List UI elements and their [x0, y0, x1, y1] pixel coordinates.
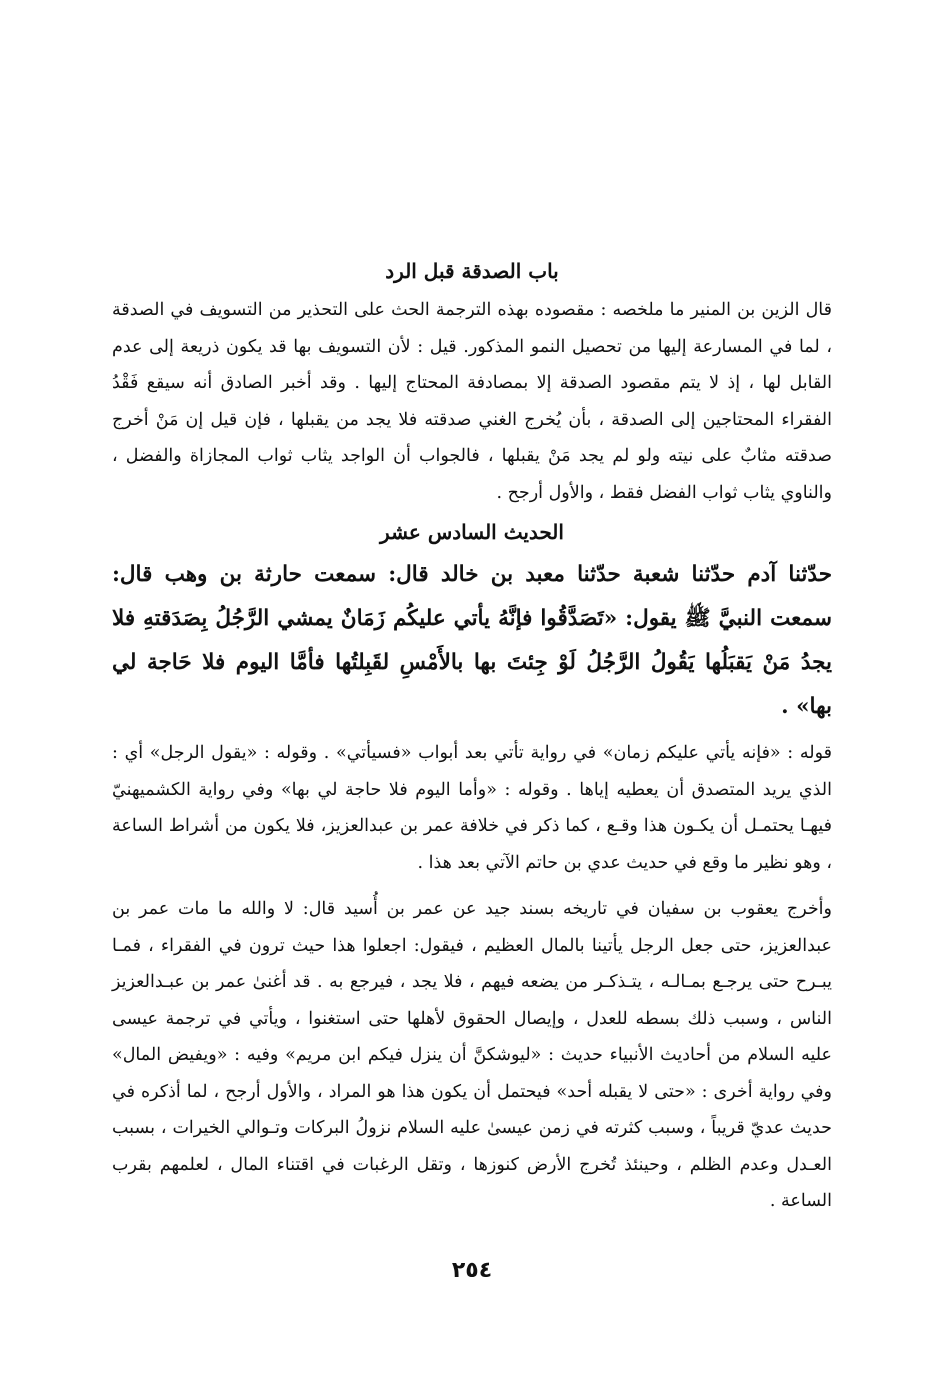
- hadith-title: الحديث السادس عشر: [380, 520, 564, 544]
- commentary-paragraph-2: قوله : «فإنه يأتي عليكم زمان» في رواية تأتي بعد أبواب «فسيأتي» . وقوله : «يقول الرجل» أي : الذي يريد المتصدق أن يعطيه إياها . وقوله : «وأما اليوم فلا حاجة لي بها» وفي رواية الكشميهنيّ فيهـا يحتمـل أن يكـون هذا وقـع ، كما ذكر في خلافة عمر بن عبدالعزيز، فلا يكون من أشراط الساعة ، وهو نظير ما وقع في حديث عدي بن حاتم الآتي بعد هذا .: [112, 743, 832, 873]
- commentary-paragraph-3: وأخرج يعقوب بن سفيان في تاريخه بسند جيد عن عمر بن أُسيد قال: لا والله ما مات عمر بن عبدالعزيز، حتى جعل الرجل يأتينا بالمال العظيم ، فيقول: اجعلوا هذا حيث ترون في الفقراء ، فمـا يبـرح حتى يرجـع بمـالـه ، يتـذكـر من يضعه فيهم ، فلا يجد ، فيرجع به . قد أغنىٰ عمر بن عبـدالعزيز الناس ، وسبب ذلك بسطه للعدل ، وإيصال الحقوق لأهلها حتى استغنوا ، ويأتي في ترجمة عيسى عليه السلام من أحاديث الأنبياء حديث : «ليوشكنَّ أن ينزل فيكم ابن مريم» وفيه : «ويفيض المال» وفي رواية أخرى : «حتى لا يقبله أحد» فيحتمل أن يكون هذا هو المراد ، والأول أرجح ، لما أذكره في حديث عديّ قريباً ، وسبب كثرته في زمن عيسىٰ عليه السلام نزولُ البركات وتـوالي الخيرات ، بسبب العـدل وعدم الظلم ، وحينئذ تُخرج الأرض كنوزها ، وتقل الرغبات في اقتناء المال ، لعلمهم بقرب الساعة .: [112, 899, 832, 1211]
- hadith-text: حدّثنا آدم حدّثنا شعبة حدّثنا معبد بن خالد قال: سمعت حارثة بن وهب قال: سمعت النبيَّ ﷺ يقول: «تَصَدَّقُوا فإنَّهُ يأتي عليكُم زَمَانٌ يمشي الرَّجُلُ بِصَدَقتهِ فلا يجدُ مَنْ يَقبَلُها يَقُولُ الرَّجُلُ لَوْ جِئتَ بها بالأَمْسِ لقَبِلتُها فأمَّا اليوم فلا حَاجة لي بها» .: [112, 562, 832, 719]
- page-body: [112, 254, 832, 1220]
- chapter-title: باب الصدقة قبل الرد: [385, 259, 559, 283]
- page-number: ٢٥٤: [451, 1258, 493, 1283]
- commentary-paragraph-1: قال الزين بن المنير ما ملخصه : مقصوده بهذه الترجمة الحث على التحذير من التسويف في الصدقة ، لما في المسارعة إليها من تحصيل النمو المذكور. قيل : لأن التسويف بها قد يكون ذريعة إلى عدم القابل لها ، إذ لا يتم مقصود الصدقة إلا بمصادفة المحتاج إليها . وقد أخبر الصادق أنه سيقع فَقْدُ الفقراء المحتاجين إلى الصدقة ، بأن يُخرج الغني صدقته فلا يجد من يقبلها ، فإن قيل إن مَنْ أخرج صدقته مثابٌ على نيته ولو لم يجد مَنْ يقبلها ، فالجواب أن الواجد يثاب ثواب المجازاة والفضل ، والناوي يثاب ثواب الفضل فقط ، والأول أرجح .: [112, 300, 832, 503]
